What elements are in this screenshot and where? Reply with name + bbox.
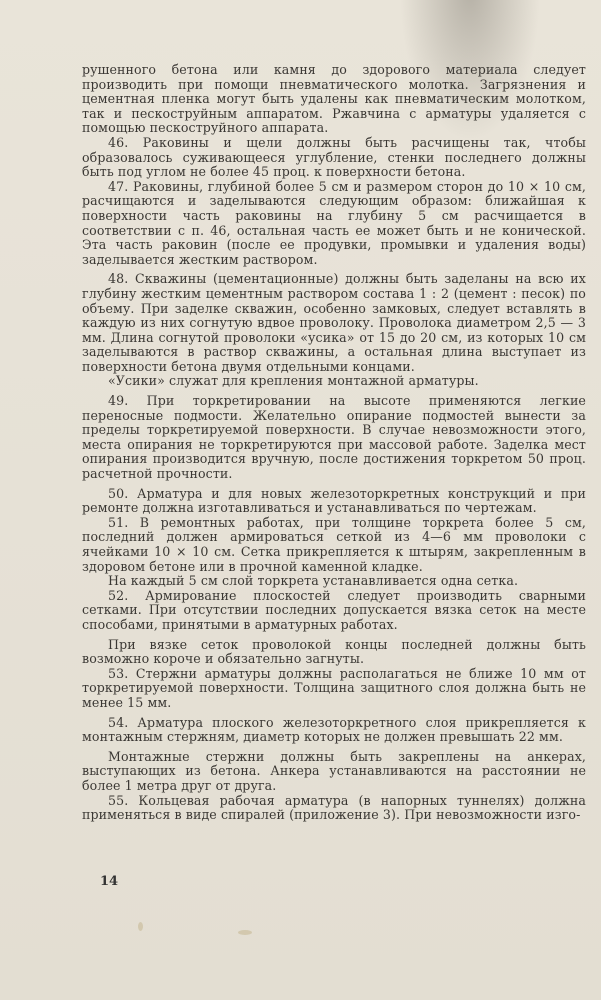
paragraph-49: 49. При торкретировании на высоте применяются легкие переносные подмости. Желательно опирание подмостей вынести за пределы торкретируемой поверхности. В случае невозможности этого, места опирания не торкретируются при массовой работе. Заделка мест опирания производится вручную, после достижения торкретом 50 проц. расчетной прочности. xyxy=(82,393,586,482)
paragraph-52-note: При вязке сеток проволокой концы последней должны быть возможно короче и обязательно загнуты. xyxy=(82,636,586,667)
paper-stain xyxy=(238,930,252,935)
paragraph-48: 48. Скважины (цементационные) должны быть заделаны на всю их глубину жестким цементным раствором состава 1 : 2 (цемент : песок) по объему. При заделке скважин, особенно замковых, следует вставлять в каждую из них согнутую вдвое проволоку. Проволока диаметром 2,5 — 3 мм. Длина согнутой проволоки «усика» от 15 до 20 см, из которых 10 см заделываются в раствор скважины, а остальная длина выступает из поверхности бетона двумя отдельными концами. xyxy=(82,271,586,374)
paragraph-51-note: На каждый 5 см слой торкрета устанавливается одна сетка. xyxy=(108,573,519,589)
paper-stain xyxy=(138,922,143,931)
paragraph-54: 54. Арматура плоского железоторкретного слоя прикрепляется к монтажным стержням, диаметр которых не должен превышать 22 мм. xyxy=(82,714,586,745)
body-text xyxy=(82,63,586,823)
paragraph-52: 52. Армирование плоскостей следует производить сварными сетками. При отсутствии последних допускается вязка сеток на месте способами, принятыми в арматурных работах. xyxy=(82,587,586,632)
paragraph-46: 46. Раковины и щели должны быть расчищены так, чтобы образовалось суживающееся углубление, стенки последнего должны быть под углом не более 45 проц. к поверхности бетона. xyxy=(82,134,586,180)
paragraph-47: 47. Раковины, глубиной более 5 см и размером сторон до 10 × 10 см, расчищаются и заделываются следующим образом: ближайшая к поверхности часть раковины на глубину 5 см расчищается в соответствии с п. 46, остальная часть ее может быть и не конической. Эта часть раковин (после ее продувки, промывки и удаления воды) заделывается жестким раствором. xyxy=(82,178,586,267)
page-number: 14 xyxy=(100,874,119,889)
paragraph-55: 55. Кольцевая рабочая арматура (в напорных туннелях) должна применяться в виде спиралей (приложение 3). При невозможности изго- xyxy=(82,792,586,823)
paragraph-51: 51. В ремонтных работах, при толщине торкрета более 5 см, последний должен армироваться сеткой из 4—6 мм проволоки с ячейками 10 × 10 см. Сетка прикрепляется к штырям, закрепленным в здоровом бетоне или в прочной каменной кладке. xyxy=(82,514,586,574)
paragraph-54-note: Монтажные стержни должны быть закреплены на анкерах, выступающих из бетона. Анкера устанавливаются на расстоянии не более 1 метра друг от друга. xyxy=(82,748,586,793)
paragraph-48-note: «Усики» служат для крепления монтажной арматуры. xyxy=(108,373,479,389)
paragraph-50: 50. Арматура и для новых железоторкретных конструкций и при ремонте должна изготавливаться и устанавливаться по чертежам. xyxy=(82,485,586,516)
paragraph-53: 53. Стержни арматуры должны располагаться не ближе 10 мм от торкретируемой поверхности. Толщина защитного слоя должна быть не менее 15 мм. xyxy=(82,665,586,710)
paragraph-continuation: рушенного бетона или камня до здорового материала следует производить при помощи пневматического молотка. Загрязнения и цементная пленка могут быть удалены как пневматическим молотком, так и пескоструйным аппаратом. Ржавчина с арматуры удаляется с помощью пескоструйного аппарата. xyxy=(82,62,586,136)
